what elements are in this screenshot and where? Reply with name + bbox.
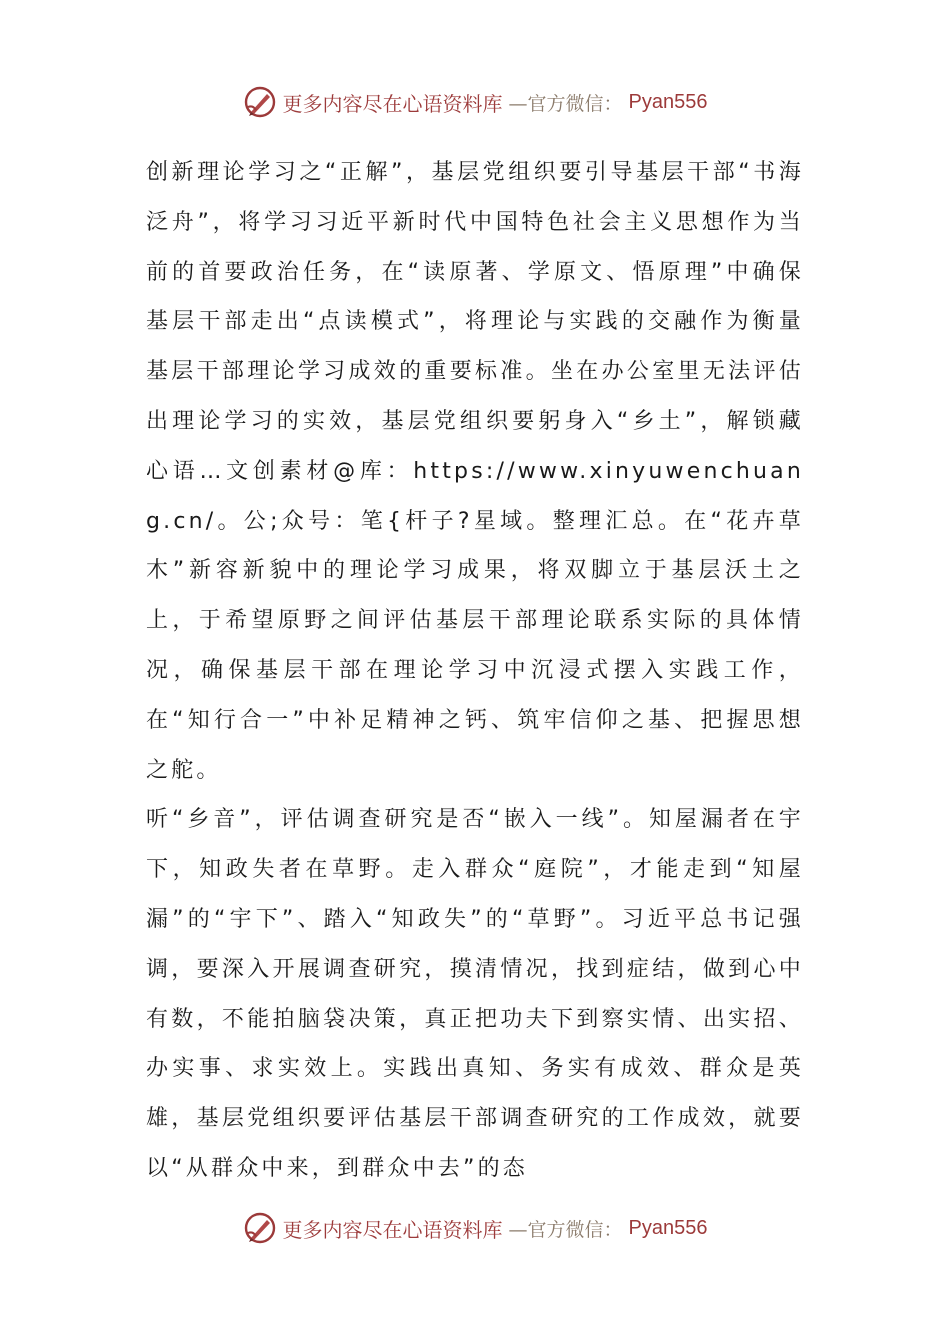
banner-library-name: 更多内容尽在心语资料库 [282, 1217, 503, 1242]
body-paragraph-2: 听“乡音”，评估调查研究是否“嵌入一线”。知屋漏者在宇下，知政失者在草野。走入群众“庭院”，才能走到“知屋漏”的“宇下”、踏入“知政失”的“草野”。习近平总书记强调，要深入开展调查研究，摸清情况，找到症结，做到心中有数，不能拍脑袋决策，真正把功夫下到察实情、出实招、办实事、求实效上。实践出真知、务实有成效、群众是英雄，基层党组织要评估基层干部调查研究的工作成效，就要以“从群众中来，到群众中去”的态 [146, 807, 804, 1181]
pen-logo-icon [243, 85, 277, 119]
banner-wechat-label: —官方微信： [508, 1218, 623, 1241]
banner-wechat-label: —官方微信： [508, 92, 623, 115]
banner-wechat-id: Pyan556 [628, 1216, 708, 1239]
body-paragraph-1: 创新理论学习之“正解”，基层党组织要引导基层干部“书海泛舟”，将学习习近平新时代中国特色社会主义思想作为当前的首要政治任务，在“读原著、学原文、悟原理”中确保基层干部走出“点读模式”，将理论与实践的交融作为衡量基层干部理论学习成效的重要标准。坐在办公室里无法评估出理论学习的实效，基层党组织要躬身入“乡土”，解锁藏心语…文创素材@库：https://www.xinyuwenchuang.cn/。公;众号：笔{杆子?星域。整理汇总。在“花卉草木”新容新貌中的理论学习成果，将双脚立于基层沃土之上，于希望原野之间评估基层干部理论联系实际的具体情况，确保基层干部在理论学习中沉浸式摆入实践工作，在“知行合一”中补足精神之钙、筑牢信仰之基、把握思想之舵。 [146, 160, 804, 783]
document-body [146, 148, 804, 1194]
banner-wechat-id: Pyan556 [628, 90, 708, 113]
pen-logo-icon [243, 1211, 277, 1245]
footer-banner [0, 1208, 950, 1248]
banner-library-name: 更多内容尽在心语资料库 [282, 91, 503, 116]
header-banner [0, 82, 950, 122]
